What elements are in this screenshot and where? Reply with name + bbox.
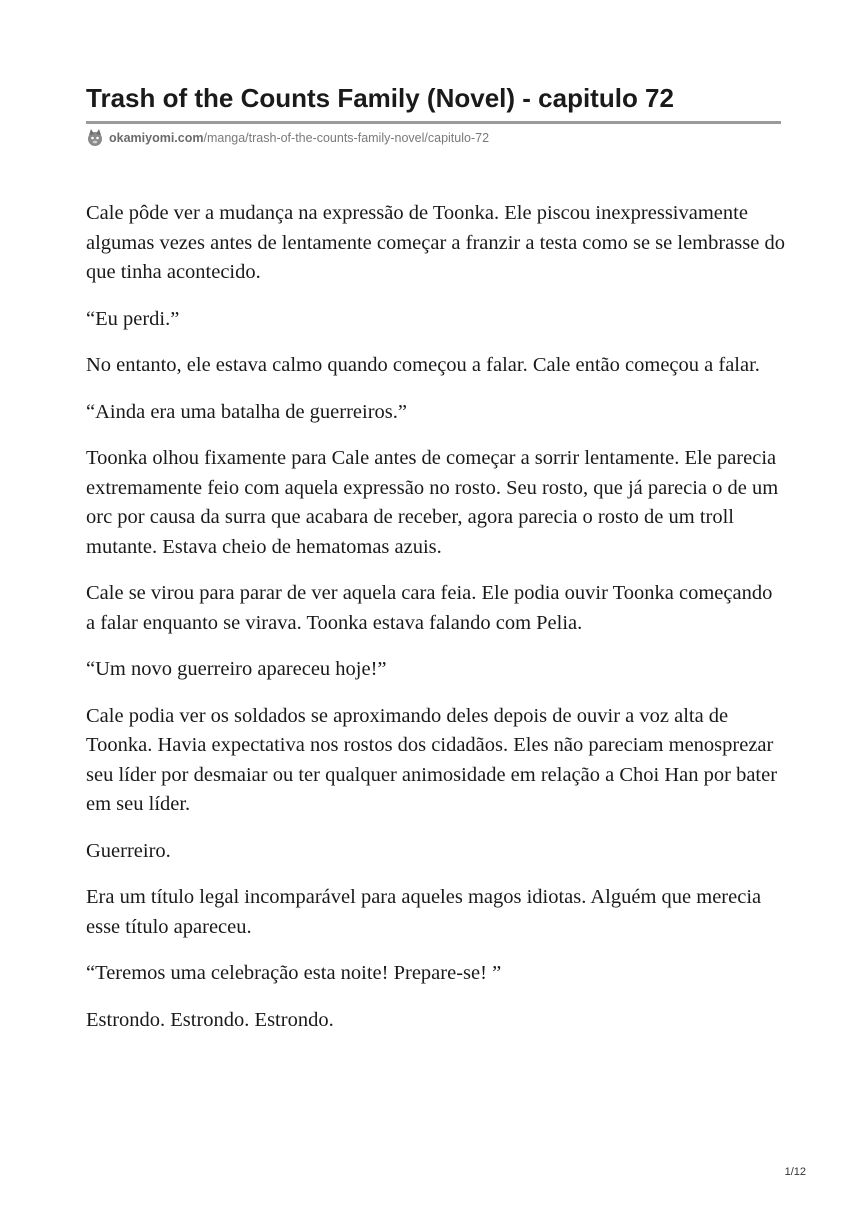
wolf-logo-icon — [86, 129, 104, 147]
paragraph: Cale pôde ver a mudança na expressão de Toonka. Ele piscou inexpressivamente algumas vezes antes de lentamente começar a franzir a testa como se se lembrasse do que tinha acontecido. — [86, 202, 785, 283]
paragraph: Era um título legal incomparável para aqueles magos idiotas. Alguém que merecia esse título apareceu. — [86, 886, 762, 938]
paragraph: Cale podia ver os soldados se aproximando deles depois de ouvir a voz alta de Toonka. Havia expectativa nos rostos dos cidadãos. Eles não pareciam menosprezar seu líder por desmaiar ou ter qualquer animosidade em relação a Choi Han por bater em seu líder. — [86, 704, 778, 815]
page-title: Trash of the Counts Family (Novel) - capitulo 72 — [86, 83, 674, 113]
paragraph: Guerreiro. — [86, 839, 171, 862]
paragraph: “Um novo guerreiro apareceu hoje!” — [86, 658, 387, 680]
source-domain-link[interactable]: okamiyomi.com — [109, 131, 204, 145]
paragraph: Toonka olhou fixamente para Cale antes de começar a sorrir lentamente. Ele parecia extremamente feio com aquela expressão no rosto. Seu rosto, que já parecia o de um orc por causa da surra que acabara de receber, agora parecia o rosto de um troll mutante. Estava cheio de hematomas azuis. — [86, 447, 779, 558]
source-path-link[interactable]: /manga/trash-of-the-counts-family-novel/capitulo-72 — [203, 131, 490, 145]
paragraph: No entanto, ele estava calmo quando começou a falar. Cale então começou a falar. — [86, 354, 760, 376]
title-divider — [86, 121, 781, 124]
paragraph: Estrondo. Estrondo. Estrondo. — [86, 1008, 334, 1031]
paragraph: “Eu perdi.” — [86, 307, 180, 330]
page-number: 1/12 — [784, 1166, 806, 1178]
source-line — [86, 128, 489, 148]
paragraph: “Teremos uma celebração esta noite! Prepare-se! ” — [86, 962, 502, 984]
paragraph: Cale se virou para parar de ver aquela cara feia. Ele podia ouvir Toonka começando a falar enquanto se virava. Toonka estava falando com Pelia. — [86, 582, 773, 634]
article-body — [86, 199, 786, 1052]
paragraph: “Ainda era uma batalha de guerreiros.” — [86, 400, 408, 423]
